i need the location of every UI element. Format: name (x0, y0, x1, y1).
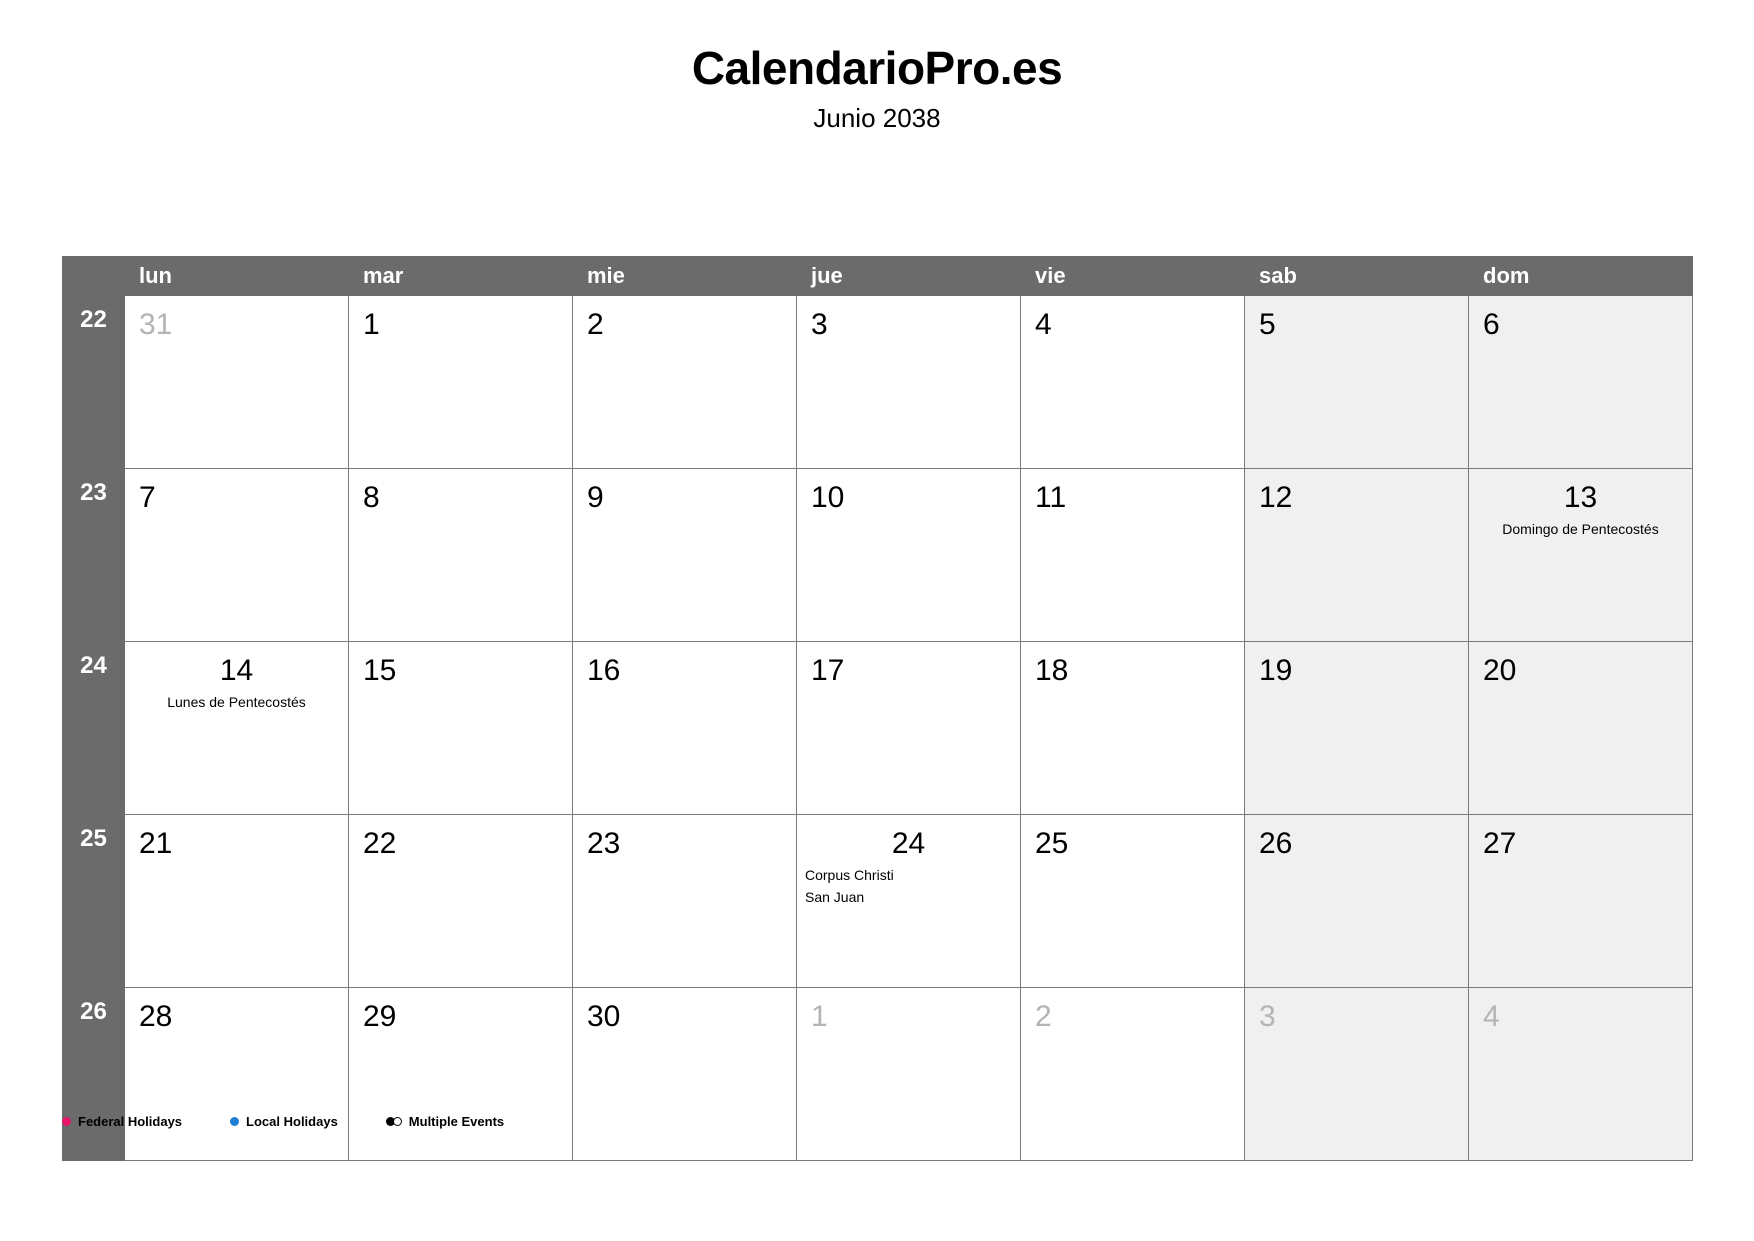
calendar-day-cell[interactable] (797, 642, 1021, 815)
calendar-day-cell[interactable] (125, 815, 349, 988)
day-number: 17 (811, 654, 845, 687)
day-number: 8 (363, 481, 380, 514)
day-number: 6 (1483, 308, 1500, 341)
legend-label-multiple: Multiple Events (408, 1114, 505, 1129)
day-number: 13 (1563, 481, 1598, 514)
calendar-day-cell[interactable] (1245, 296, 1469, 469)
calendar-day-cell[interactable] (125, 469, 349, 642)
legend (62, 1114, 552, 1129)
week-number-cell: 25 (63, 815, 125, 988)
calendar-week-row (63, 469, 1693, 642)
calendar-week-row (63, 988, 1693, 1161)
day-number: 14 (219, 654, 254, 687)
calendar-day-cell[interactable] (349, 469, 573, 642)
day-number: 2 (1035, 1000, 1052, 1033)
calendar-day-cell[interactable] (1469, 815, 1693, 988)
calendar-day-cell[interactable] (349, 642, 573, 815)
calendar-day-cell[interactable] (797, 469, 1021, 642)
calendar-day-cell[interactable] (573, 469, 797, 642)
weekday-header-lun: lun (125, 257, 349, 296)
event-label: Lunes de Pentecostés (167, 694, 306, 710)
weekday-header-sab: sab (1245, 257, 1469, 296)
week-number-cell: 23 (63, 469, 125, 642)
calendar-day-cell[interactable] (1469, 296, 1693, 469)
legend-label-federal: Federal Holidays (78, 1114, 183, 1129)
week-number-cell: 24 (63, 642, 125, 815)
day-number: 25 (1035, 827, 1069, 860)
week-number-header (63, 257, 125, 296)
calendar-week-row (63, 815, 1693, 988)
calendar-body (63, 296, 1693, 1161)
day-number: 12 (1259, 481, 1293, 514)
calendar-day-cell[interactable] (1469, 642, 1693, 815)
day-number: 26 (1259, 827, 1293, 860)
multiple-events-dot-icon (386, 1117, 402, 1126)
day-number: 1 (811, 1000, 828, 1033)
day-number: 4 (1483, 1000, 1500, 1033)
weekday-header-mar: mar (349, 257, 573, 296)
day-number: 27 (1483, 827, 1517, 860)
day-number: 2 (587, 308, 604, 341)
calendar-day-cell[interactable] (1245, 988, 1469, 1161)
weekday-header-mie: mie (573, 257, 797, 296)
day-number: 11 (1035, 481, 1067, 514)
day-number: 31 (139, 308, 173, 341)
day-number: 30 (587, 1000, 621, 1033)
day-number: 5 (1259, 308, 1276, 341)
calendar-day-cell[interactable] (573, 815, 797, 988)
calendar-day-cell[interactable] (1021, 815, 1245, 988)
legend-item-local (230, 1114, 338, 1129)
day-number: 21 (139, 827, 173, 860)
calendar-day-cell[interactable] (573, 642, 797, 815)
page-header (0, 0, 1754, 134)
week-number-cell: 26 (63, 988, 125, 1161)
day-number: 7 (139, 481, 156, 514)
calendar-day-cell[interactable] (1021, 642, 1245, 815)
day-events (125, 686, 348, 714)
calendar-day-cell[interactable] (349, 815, 573, 988)
weekday-header-vie: vie (1021, 257, 1245, 296)
calendar-day-cell[interactable] (125, 296, 349, 469)
calendar-day-cell[interactable] (1021, 469, 1245, 642)
day-number: 3 (811, 308, 828, 341)
day-number: 3 (1259, 1000, 1276, 1033)
federal-dot-icon (62, 1117, 71, 1126)
day-number: 18 (1035, 654, 1069, 687)
calendar-day-cell[interactable] (573, 988, 797, 1161)
calendar-week-row (63, 296, 1693, 469)
calendar-day-cell[interactable] (1245, 642, 1469, 815)
legend-item-federal (62, 1114, 182, 1129)
calendar-day-cell[interactable] (797, 815, 1021, 988)
calendar-day-cell[interactable] (125, 988, 349, 1161)
weekday-header-row (63, 257, 1693, 296)
day-number: 28 (139, 1000, 173, 1033)
calendar-day-cell[interactable] (349, 988, 573, 1161)
event-label: San Juan (805, 888, 865, 905)
calendar-day-cell[interactable] (1245, 815, 1469, 988)
calendar-table (62, 256, 1693, 1161)
calendar-day-cell[interactable] (349, 296, 573, 469)
calendar-day-cell[interactable] (797, 296, 1021, 469)
day-number: 23 (587, 827, 621, 860)
local-dot-icon (230, 1117, 239, 1126)
site-title: CalendarioPro.es (691, 42, 1063, 94)
event-label: Corpus Christi (805, 867, 894, 883)
day-number: 10 (811, 481, 845, 514)
calendar-day-cell[interactable] (1021, 296, 1245, 469)
calendar-day-cell[interactable] (1245, 469, 1469, 642)
weekday-header-dom: dom (1469, 257, 1693, 296)
calendar-container (62, 256, 1692, 1161)
day-events (1469, 513, 1692, 541)
legend-item-multiple (386, 1114, 504, 1129)
day-number: 29 (363, 1000, 397, 1033)
calendar-day-cell[interactable] (1021, 988, 1245, 1161)
day-number: 20 (1483, 654, 1517, 687)
legend-label-local: Local Holidays (246, 1114, 338, 1129)
calendar-day-cell[interactable] (1469, 988, 1693, 1161)
month-title: Junio 2038 (813, 102, 941, 133)
day-number: 1 (363, 308, 380, 341)
calendar-week-row (63, 642, 1693, 815)
day-number: 22 (363, 827, 397, 860)
calendar-day-cell[interactable] (1469, 469, 1693, 642)
day-number: 19 (1259, 654, 1293, 687)
calendar-day-cell[interactable] (125, 642, 349, 815)
day-events (797, 859, 1020, 908)
calendar-day-cell[interactable] (797, 988, 1021, 1161)
day-number: 24 (891, 827, 926, 860)
week-number-cell: 22 (63, 296, 125, 469)
day-number: 9 (587, 481, 604, 514)
event-label: Domingo de Pentecostés (1502, 521, 1659, 537)
day-number: 4 (1035, 308, 1052, 341)
calendar-day-cell[interactable] (573, 296, 797, 469)
weekday-header-jue: jue (797, 257, 1021, 296)
day-number: 16 (587, 654, 621, 687)
day-number: 15 (363, 654, 397, 687)
